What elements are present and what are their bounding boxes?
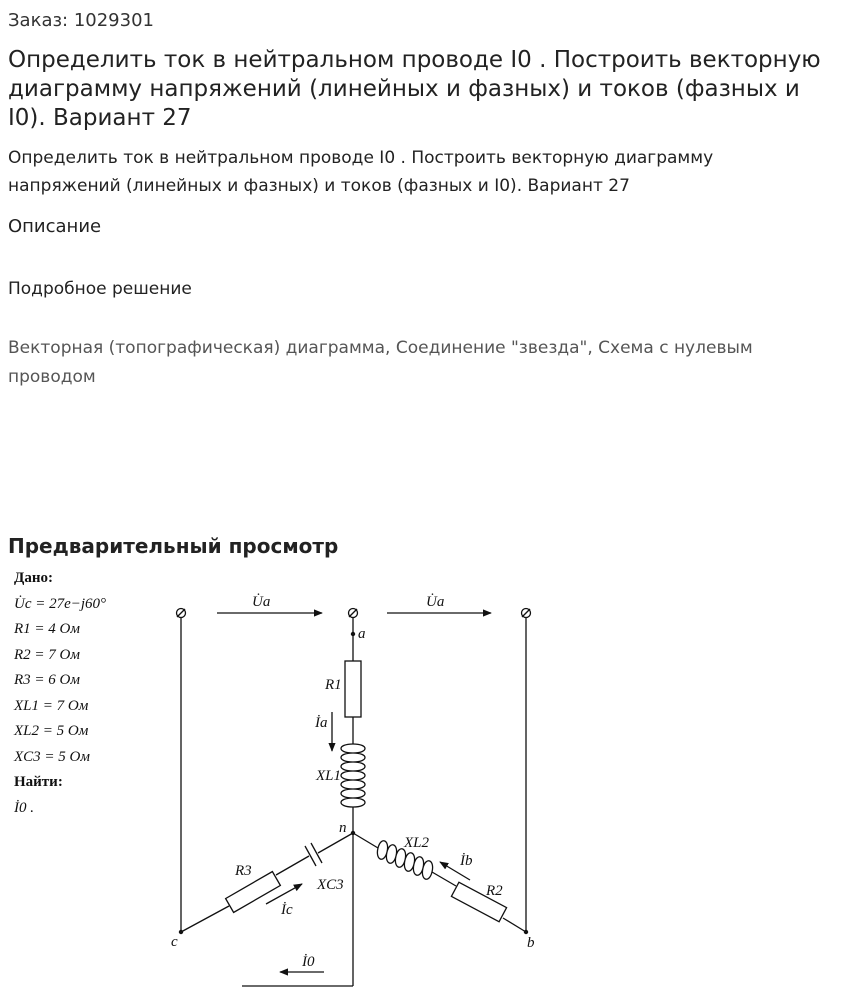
label-ua: U̇a [252, 594, 271, 610]
label-xl1: XL1 [316, 768, 342, 784]
given-line-r3: R3 = 6 Ом [14, 672, 80, 688]
label-ub: U̇a [426, 594, 445, 610]
label-ia: İa [315, 715, 328, 731]
given-line-xc3: XC3 = 5 Ом [14, 748, 90, 765]
given-header: Дано: [14, 570, 53, 586]
label-ic: İc [281, 902, 293, 918]
label-r3: R3 [235, 863, 252, 879]
ic-arrow [266, 884, 302, 904]
label-xl2: XL2 [404, 835, 430, 851]
label-node-b: b [527, 935, 535, 951]
label-xc3: XC3 [317, 877, 344, 893]
preview-heading: Предварительный просмотр [8, 534, 339, 558]
label-ib: İb [460, 853, 473, 869]
task-subtitle: Определить ток в нейтральном проводе I0 . Построить векторную диаграмму напряжений (линейных и фазных) и токов (фазных и I0). Вариант 27 [8, 148, 714, 196]
inductor-xl1 [341, 744, 365, 807]
description-label: Описание [8, 216, 102, 237]
resistor-r1 [345, 661, 361, 717]
given-line-uc: U̇c = 27e−j60° [14, 595, 107, 612]
label-i0: İ0 [302, 954, 315, 970]
circuit-diagram [0, 560, 847, 1004]
tags-list: Векторная (топографическая) диаграмма, Соединение "звезда", Схема с нулевым проводом [8, 338, 753, 387]
label-node-c: c [171, 934, 178, 950]
label-node-n: n [339, 820, 347, 836]
given-line-xl2: XL2 = 5 Ом [14, 723, 89, 739]
given-line-r2: R2 = 7 Ом [14, 646, 80, 663]
solution-label: Подробное решение [8, 279, 192, 299]
order-number: Заказ: 1029301 [8, 10, 154, 31]
label-node-a: a [358, 626, 366, 642]
label-r1: R1 [325, 677, 342, 693]
page-title: Определить ток в нейтральном проводе I0 . Построить векторную диаграмму напряжений (линейных и фазных) и токов (фазных и I0). Вариант 27 [8, 47, 821, 131]
given-line-r1: R1 = 4 Ом [14, 621, 80, 637]
find-value: İ0 . [14, 799, 34, 816]
find-header: Найти: [14, 774, 63, 790]
resistor-r3 [226, 872, 281, 913]
given-line-xl1: XL1 = 7 Ом [14, 697, 89, 714]
label-r2: R2 [486, 883, 503, 899]
